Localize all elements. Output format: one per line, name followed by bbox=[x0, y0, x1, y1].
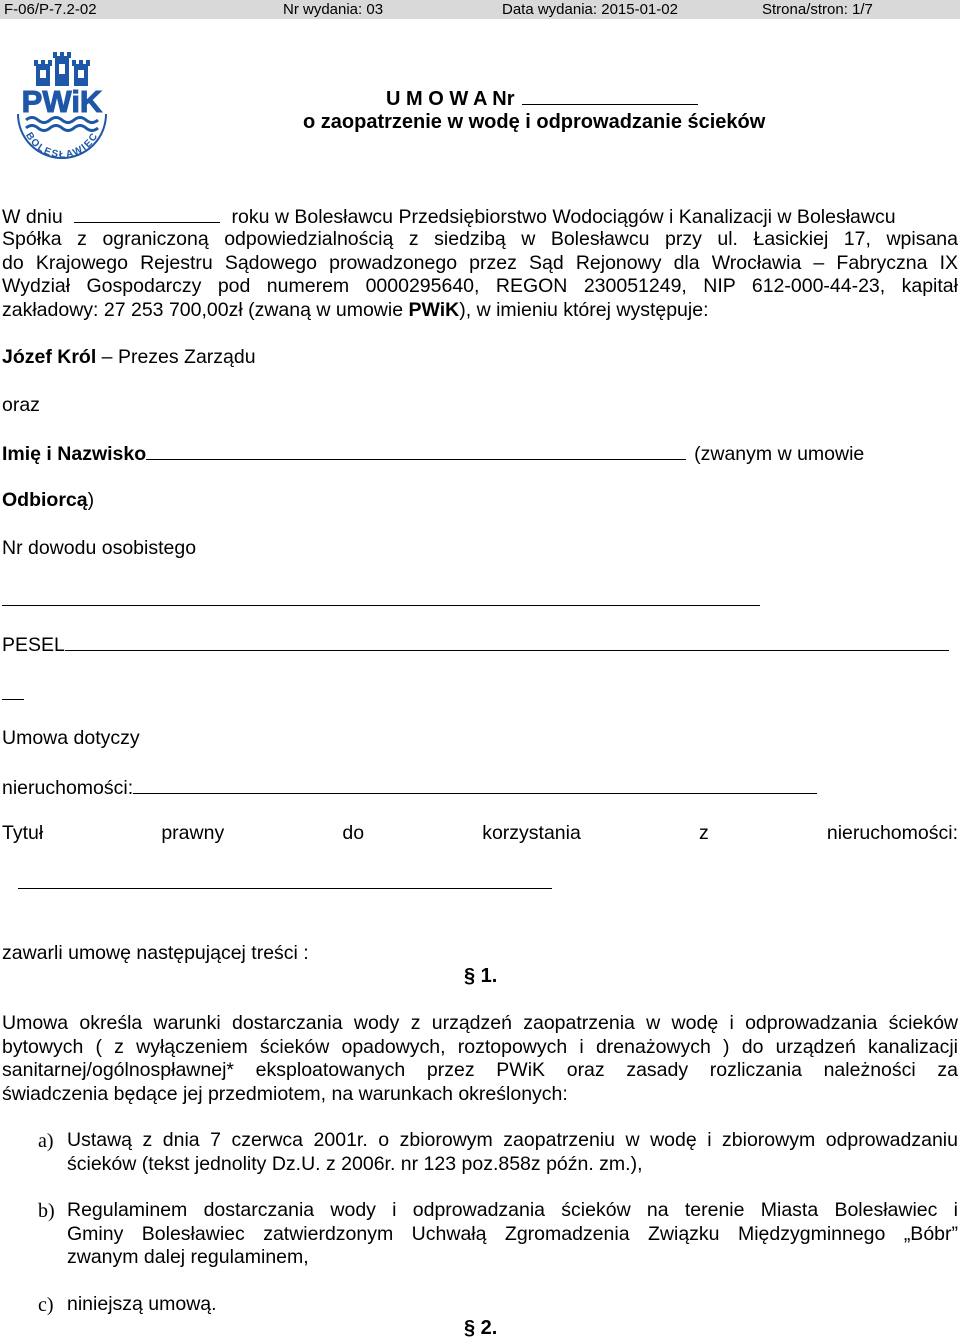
legal-title-blank[interactable] bbox=[18, 888, 552, 889]
section-1-line-1: Umowa określa warunki dostarczania wody z urządzeń zaopatrzenia w wodę i odprowadzania ścieków bbox=[2, 1012, 958, 1034]
id-blank[interactable] bbox=[2, 605, 760, 606]
legal-title-word-1: Tytuł bbox=[2, 822, 44, 844]
section-1-line-2: bytowych ( z wyłączeniem ścieków opadowych, roztopowych i drenażowych ) do urządzeń kanalizacji bbox=[2, 1035, 958, 1058]
intro-line-5: zakładowy: 27 253 700,00zł (zwaną w umowie PWiK), w imieniu której występuje: bbox=[2, 298, 709, 321]
section-1-line-4: świadczenia będące jej przedmiotem, na warunkach określonych: bbox=[2, 1082, 568, 1105]
intro-line-3: do Krajowego Rejestru Sądowego prowadzonego przez Sąd Rejonowy dla Wrocławia – Fabryczna IX bbox=[2, 251, 958, 274]
name-suffix: (zwanym w umowie bbox=[694, 443, 865, 465]
contract-title bbox=[386, 86, 698, 111]
list-item-letter-c: c) bbox=[38, 1294, 54, 1316]
list-item-letter-a: a) bbox=[38, 1130, 54, 1152]
property-label-1: Umowa dotyczy bbox=[2, 727, 140, 749]
form-code: F-06/P-7.2-02 bbox=[4, 1, 97, 18]
representative bbox=[2, 346, 256, 370]
svg-text:BOLESŁAWIEC: BOLESŁAWIEC bbox=[23, 130, 101, 161]
name-label: Imię i Nazwisko bbox=[2, 443, 147, 465]
pesel-blank-continuation[interactable] bbox=[2, 699, 24, 700]
odbiorca-term: Odbiorcą bbox=[2, 489, 88, 511]
legal-title-word-3: do bbox=[342, 822, 365, 844]
document-header bbox=[0, 0, 960, 19]
contract-number-blank bbox=[522, 86, 698, 105]
section-1-marker: § 1. bbox=[464, 965, 498, 987]
intro-paragraph bbox=[2, 228, 958, 322]
list-item-a bbox=[67, 1129, 958, 1176]
legal-title-field bbox=[2, 822, 958, 846]
title-line-1: U M O W A Nr bbox=[386, 88, 515, 110]
id-label: Nr dowodu osobistego bbox=[2, 537, 197, 559]
intro-text-1: roku w Bolesławcu Przedsiębiorstwo Wodociągów i Kanalizacji w Bolesławcu bbox=[231, 206, 896, 228]
pwik-abbrev: PWiK bbox=[408, 298, 460, 321]
odbiorca-line bbox=[2, 489, 94, 513]
concluded-text: zawarli umowę następującej treści : bbox=[2, 942, 309, 964]
section-1-paragraph bbox=[2, 1012, 958, 1106]
date-blank bbox=[74, 204, 220, 223]
list-item-b-line-2: Gminy Bolesławiec zatwierdzonym Uchwałą Zgromadzenia Związku Międzygminnego „Bóbr” bbox=[67, 1222, 958, 1245]
pesel-label: PESEL bbox=[2, 634, 65, 656]
closing-paren: ) bbox=[87, 489, 95, 511]
legal-title-word-4: korzystania bbox=[482, 822, 581, 844]
legal-title-word-6: nieruchomości: bbox=[826, 822, 958, 844]
list-item-b-line-1: Regulaminem dostarczania wody i odprowadzania ścieków na terenie Miasta Bolesławiec i bbox=[67, 1199, 958, 1221]
property-blank[interactable] bbox=[133, 775, 817, 794]
list-item-letter-b: b) bbox=[38, 1200, 55, 1222]
representative-role: – Prezes Zarządu bbox=[96, 346, 256, 368]
intro-line-4: Wydział Gospodarczy pod numerem 0000295640, REGON 230051249, NIP 612-000-44-23, kapitał bbox=[2, 275, 958, 297]
list-item-a-line-1: Ustawą z dnia 7 czerwca 2001r. o zbiorowym zaopatrzeniu w wodę i zbiorowym odprowadzaniu bbox=[67, 1129, 958, 1151]
edition-date: Data wydania: 2015-01-02 bbox=[502, 1, 678, 18]
contract-subtitle: o zaopatrzenie w wodę i odprowadzanie ścieków bbox=[303, 111, 766, 133]
name-field bbox=[2, 441, 864, 467]
list-item-b-line-3: zwanym dalej regulaminem, bbox=[67, 1246, 309, 1268]
pwik-logo bbox=[12, 52, 112, 162]
list-item-c: niniejszą umową. bbox=[67, 1293, 217, 1315]
pesel-field bbox=[2, 632, 949, 658]
representative-name: Józef Król bbox=[2, 346, 97, 368]
legal-title-word-5: z bbox=[698, 822, 709, 844]
oraz-text: oraz bbox=[2, 394, 40, 416]
legal-title-word-2: prawny bbox=[161, 822, 225, 844]
pesel-blank[interactable] bbox=[65, 632, 949, 651]
name-blank[interactable] bbox=[146, 441, 686, 460]
list-item-a-line-2: ścieków (tekst jednolity Dz.U. z 2006r. nr 123 poz.858z późn. zm.), bbox=[67, 1152, 643, 1175]
pwik-logo-graphic bbox=[12, 52, 112, 162]
intro-line-1 bbox=[2, 204, 958, 230]
in-day-label: W dniu bbox=[2, 206, 63, 228]
svg-text:PWiK: PWiK bbox=[21, 84, 103, 119]
edition-number: Nr wydania: 03 bbox=[283, 1, 384, 18]
property-field bbox=[2, 775, 817, 801]
section-1-line-3: sanitarnej/ogólnospławnej* eksploatowanych przez PWiK oraz zasady rozliczania należności za bbox=[2, 1059, 958, 1081]
list-item-b bbox=[67, 1199, 958, 1270]
property-label-2: nieruchomości: bbox=[2, 777, 134, 799]
section-2-marker: § 2. bbox=[464, 1317, 498, 1339]
page-indicator: Strona/stron: 1/7 bbox=[762, 1, 873, 18]
intro-line-2: Spółka z ograniczoną odpowiedzialnością z siedzibą w Bolesławcu przy ul. Łasickiej 17, wpisana bbox=[2, 228, 958, 250]
